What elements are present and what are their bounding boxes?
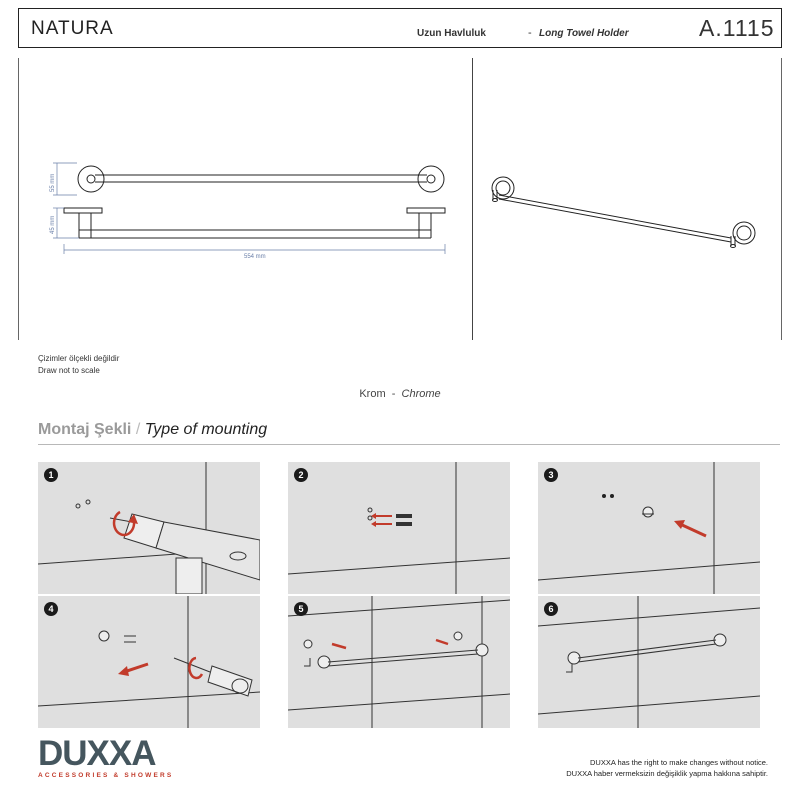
step-3-illustration <box>538 462 760 594</box>
step-number-badge: 2 <box>294 468 308 482</box>
mounting-step-6 <box>538 596 760 728</box>
wall-plug-icon <box>396 514 412 526</box>
finish-separator: - <box>391 388 396 400</box>
technical-drawing <box>19 58 783 340</box>
perspective-view <box>492 177 755 248</box>
finish-en: Chrome <box>401 388 441 400</box>
step-4-illustration <box>38 596 260 728</box>
direction-arrow-icon <box>118 664 148 676</box>
front-view <box>78 166 444 192</box>
height-dim-label: 55 mm <box>50 173 56 192</box>
mounting-step-3 <box>538 462 760 594</box>
direction-arrow-icon <box>674 520 706 536</box>
disclaimer-en: DUXXA has the right to make changes without notice. <box>589 758 768 767</box>
logo-wordmark: DUXXA <box>38 734 156 773</box>
step-number-badge: 4 <box>44 602 58 616</box>
disclaimer <box>566 757 768 779</box>
step-number-badge: 5 <box>294 602 308 616</box>
step-6-illustration <box>538 596 760 728</box>
product-code: A.1115 <box>699 15 775 41</box>
mounting-step-2 <box>288 462 510 594</box>
mounting-step-5 <box>288 596 510 728</box>
mounting-step-1 <box>38 462 260 594</box>
length-dim-label: 554 mm <box>244 254 266 260</box>
mounting-title-rule <box>38 444 780 445</box>
step-1-illustration <box>38 462 260 594</box>
header-bar <box>18 8 782 48</box>
not-to-scale-note-en: Draw not to scale <box>38 366 100 375</box>
series-name: NATURA <box>31 18 114 39</box>
mounting-title-en: Type of mounting <box>144 421 268 438</box>
direction-arrow-icon <box>332 640 448 648</box>
not-to-scale-note-tr: Çizimler ölçekli değildir <box>38 354 120 363</box>
product-name-en: Long Towel Holder <box>539 28 629 39</box>
mounting-title-tr: Montaj Şekli <box>38 421 132 438</box>
product-name-tr: Uzun Havluluk <box>417 28 486 39</box>
step-number-badge: 1 <box>44 468 58 482</box>
finish-tr: Krom <box>359 388 386 400</box>
step-number-badge: 6 <box>544 602 558 616</box>
logo-tagline: ACCESSORIES & SHOWERS <box>38 772 174 779</box>
top-view <box>64 208 445 238</box>
mounting-step-4 <box>38 596 260 728</box>
step-number-badge: 3 <box>544 468 558 482</box>
finish-label <box>0 388 800 400</box>
mounting-title-separator: / <box>135 421 141 438</box>
length-dimension <box>64 244 445 254</box>
depth-dim-label: 45 mm <box>50 215 56 234</box>
mounting-title <box>38 421 267 439</box>
disclaimer-tr: DUXXA haber vermeksizin değişiklik yapma hakkına sahiptir. <box>566 769 768 778</box>
panel-divider <box>472 58 473 340</box>
technical-drawing-panel <box>18 58 782 340</box>
insert-arrow-icon <box>371 513 392 527</box>
title-separator: - <box>528 27 532 39</box>
height-dimension <box>53 163 77 195</box>
duxxa-logo <box>38 736 173 779</box>
step-5-illustration <box>288 596 510 728</box>
step-2-illustration <box>288 462 510 594</box>
